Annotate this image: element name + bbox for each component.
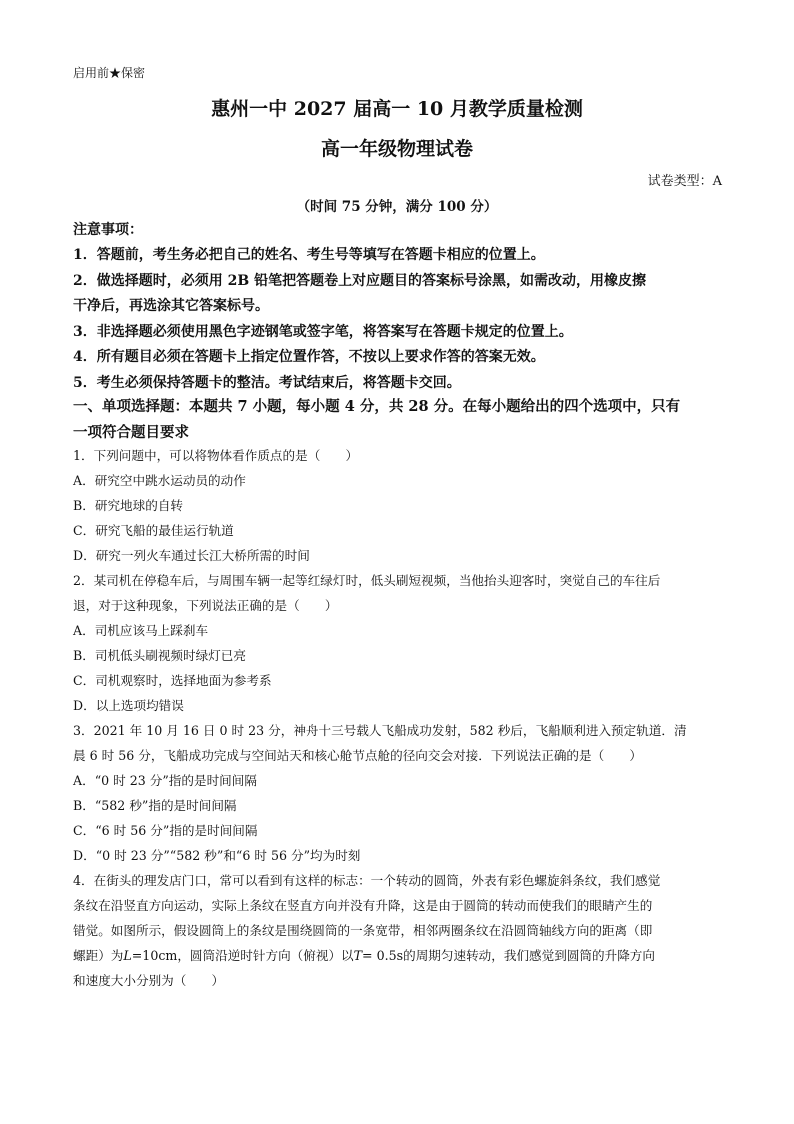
value-L: =10cm [131,948,178,963]
question-2-option-a: A．司机应该马上踩刹车 [73,623,209,638]
question-2-option-c: C．司机观察时，选择地面为参考系 [73,673,272,688]
question-1-stem: 1．下列问题中，可以将物体看作质点的是（ ） [73,448,359,463]
question-3-option-b: B．“582 秒”指的是时间间隔 [73,798,237,813]
note-item-2: 2．做选择题时，必须用 2B 铅笔把答题卷上对应题目的答案标号涂黑，如需改动，用橡皮擦 [73,273,647,289]
question-1-option-c: C．研究飞船的最佳运行轨道 [73,523,234,538]
question-4-text: 的周期匀速转动，我们感觉到圆筒的升降方向 [403,948,655,963]
question-4-stem-cont: 条纹在沿竖直方向运动，实际上条纹在竖直方向并没有升降，这是由于圆筒的转动而使我们的眼睛产生的 [73,898,653,913]
question-2-option-b: B．司机低头刷视频时绿灯已亮 [73,648,246,663]
note-item-2-cont: 干净后，再选涂其它答案标号。 [73,298,269,314]
question-1-option-b: B．研究地球的自转 [73,498,184,513]
question-3-stem-cont: 晨 6 时 56 分，飞船成功完成与空间站天和核心舱节点舱的径向交会对接．下列说法正确的是（ ） [73,748,642,763]
question-4-stem-formula-line [73,947,655,965]
question-4-text: 螺距）为 [73,948,124,963]
question-2-stem: 2．某司机在停稳车后，与周围车辆一起等红绿灯时，低头刷短视频，当他抬头迎客时，突觉自己的车往后 [73,573,661,588]
note-item-4: 4．所有题目必须在答题卡上指定位置作答，不按以上要求作答的答案无效。 [73,349,545,365]
variable-L: L [123,948,132,963]
section-heading: 一、单项选择题：本题共 7 小题，每小题 4 分，共 28 分。在每小题给出的四个选项中，只有 [73,398,681,415]
exam-title: 惠州一中 2027 届高一 10 月教学质量检测 [211,98,583,120]
question-3-option-a: A．“0 时 23 分”指的是时间间隔 [73,773,257,788]
question-2-stem-cont: 退，对于这种现象，下列说法正确的是（ ） [73,598,338,613]
notes-heading: 注意事项： [73,222,143,238]
section-heading-cont: 一项符合题目要求 [73,424,189,441]
question-2-option-d: D．以上选项均错误 [73,698,184,713]
note-item-1: 1．答题前，考生务必把自己的姓名、考生号等填写在答题卡相应的位置上。 [73,247,545,263]
question-4-stem-end: 和速度大小分别为（ ） [73,973,225,988]
exam-subtitle: 高一年级物理试卷 [320,138,473,160]
question-3-option-d: D．“0 时 23 分”“582 秒”和“6 时 56 分”均为时刻 [73,848,361,863]
question-3-stem: 3．2021 年 10 月 16 日 0 时 23 分，神舟十三号载人飞船成功发射，582 秒后，飞船顺利进入预定轨道．清 [73,723,687,738]
question-4-stem: 4．在街头的理发店门口，常可以看到有这样的标志：一个转动的圆筒，外表有彩色螺旋斜条纹，我们感觉 [73,873,661,888]
confidential-mark: 启用前★保密 [73,66,146,80]
question-1-option-d: D．研究一列火车通过长江大桥所需的时间 [73,548,310,563]
question-1-option-a: A．研究空中跳水运动员的动作 [73,473,246,488]
value-T: = 0.5s [362,948,404,963]
note-item-5: 5．考生必须保持答题卡的整洁。考试结束后，将答题卡交回。 [73,375,461,391]
note-item-3: 3．非选择题必须使用黑色字迹钢笔或签字笔，将答案写在答题卡规定的位置上。 [73,324,573,340]
question-4-text: ，圆筒沿逆时针方向（俯视）以 [177,948,354,963]
time-info: （时间 75 分钟，满分 100 分） [296,199,498,215]
variable-T: T [353,948,363,963]
question-4-stem-cont: 错觉。如图所示，假设圆筒上的条纹是围绕圆筒的一条宽带，相邻两圈条纹在沿圆筒轴线方向的距离（即 [73,923,653,938]
paper-type: 试卷类型：A [647,174,722,189]
question-3-option-c: C．“6 时 56 分”指的是时间间隔 [73,823,258,838]
